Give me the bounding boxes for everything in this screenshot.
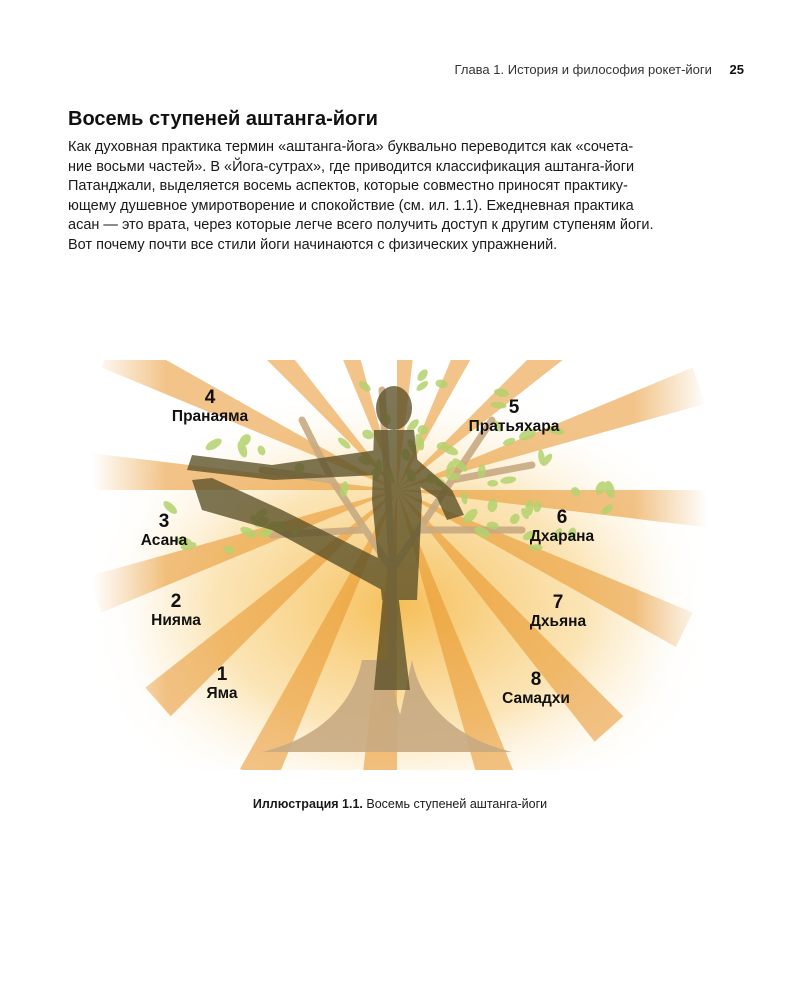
stage-6-label	[487, 508, 637, 546]
running-head	[0, 62, 744, 77]
ashtanga-figure	[92, 360, 708, 770]
stage-number: 7	[552, 592, 564, 613]
stage-name: Дхарана	[529, 528, 595, 545]
paragraph-line: ющему душевное умиротворение и спокойствие (см. ил. 1.1). Ежедневная практика	[68, 197, 634, 214]
paragraph-line: асан — это врата, через которые легче всего получить доступ к другим ступеням йоги.	[68, 217, 654, 233]
paragraph-line: Вот почему почти все стили йоги начинаются с физических упражнений.	[68, 236, 558, 253]
stage-name: Нияма	[151, 612, 201, 629]
section-title: Восемь ступеней аштанга-йоги	[68, 108, 378, 130]
caption-label: Иллюстрация 1.1.	[252, 797, 363, 811]
stage-5-label	[439, 398, 589, 436]
stage-number: 2	[170, 591, 182, 612]
body-paragraph	[68, 138, 716, 255]
stage-number: 4	[204, 387, 216, 408]
stage-name: Самадхи	[502, 690, 570, 707]
stage-number: 6	[556, 507, 568, 528]
stage-7-label	[483, 593, 633, 631]
chapter-title: Глава 1. История и философия рокет-йоги	[454, 62, 712, 77]
stage-4-label	[135, 388, 285, 426]
stage-name: Асана	[140, 532, 188, 549]
stage-1-label	[147, 665, 297, 703]
paragraph-line: Патанджали, выделяется восемь аспектов, которые совместно приносят практику-	[68, 178, 628, 194]
stage-3-label	[89, 512, 239, 550]
caption-text: Восемь ступеней аштанга-йоги	[366, 797, 548, 811]
stage-2-label	[101, 592, 251, 630]
stage-number: 1	[216, 664, 228, 685]
stage-name: Яма	[206, 685, 238, 702]
paragraph-line: ние восьми частей». В «Йога-сутрах», где приводится классификация аштанга-йоги	[68, 158, 635, 175]
stage-number: 8	[530, 669, 542, 690]
figure-caption	[0, 797, 800, 811]
stage-name: Дхьяна	[529, 613, 587, 630]
stage-number: 3	[158, 511, 170, 532]
paragraph-line: Как духовная практика термин «аштанга-йога» буквально переводится как «сочета-	[68, 139, 634, 155]
stage-number: 5	[508, 397, 520, 418]
stage-name: Пратьяхара	[468, 418, 560, 435]
page-number: 25	[729, 62, 744, 77]
stage-8-label	[461, 670, 611, 708]
stage-name: Пранаяма	[171, 408, 249, 425]
